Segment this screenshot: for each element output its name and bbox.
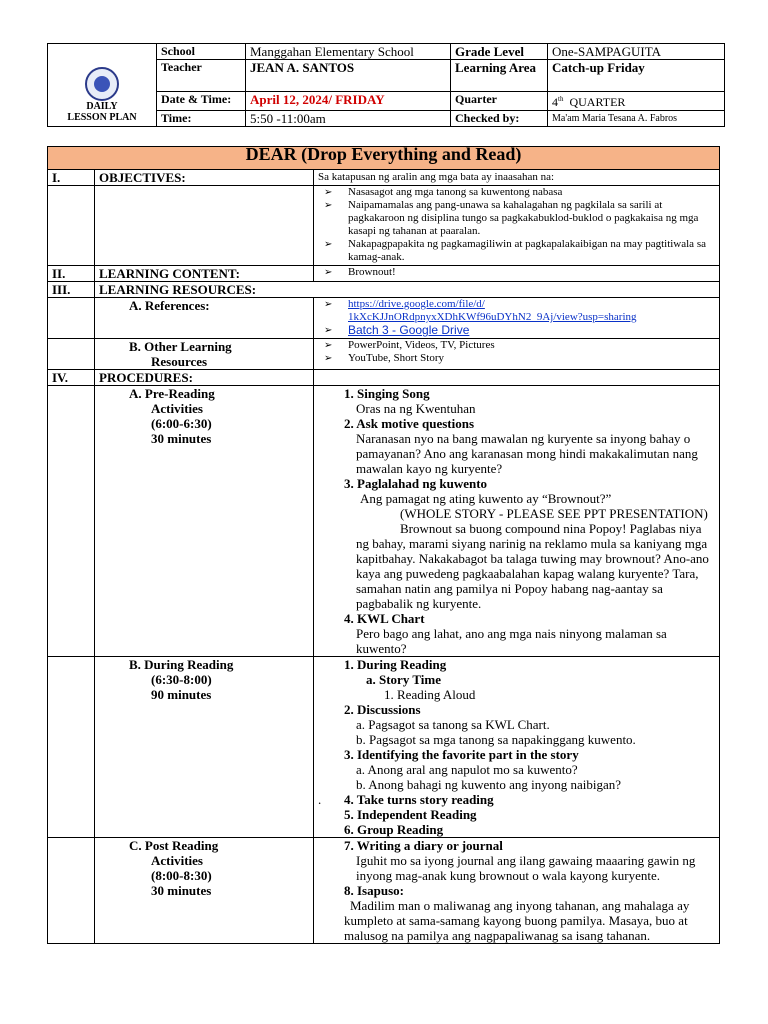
quarter-word: QUARTER	[569, 95, 626, 109]
post-reading-label-3: (8:00-8:30)	[151, 868, 212, 883]
reference-link-item	[318, 298, 715, 324]
post-reading-content	[314, 838, 720, 944]
post-reading-label-1: C. Post Reading	[129, 838, 219, 853]
pre-reading-content	[314, 386, 720, 657]
pre-reading-label-4: 30 minutes	[151, 431, 212, 446]
other-resource-item: ➢ YouTube, Short Story	[318, 352, 715, 365]
logo-text-lesson-plan: LESSON PLAN	[67, 112, 137, 123]
objectives-num: I.	[48, 170, 95, 186]
other-resources-label	[95, 339, 314, 370]
procedures-num: IV.	[48, 370, 95, 386]
objectives-intro: Sa katapusan ng aralin ang mga bata ay inaasahan na:	[314, 170, 720, 186]
other-resources-label-1: B. Other Learning	[129, 339, 232, 354]
logo-text-daily: DAILY	[86, 101, 118, 112]
pre-step-2-text: Naranasan nyo na bang mawalan ng kuryente sa inyong bahay o pamayanan? Ano ang karanasan mong hindi makakalimutan nang mawalan kayo ng kuryente?	[356, 431, 698, 476]
during-reading-label	[95, 657, 314, 838]
quarter-num: 4	[552, 95, 558, 109]
pre-step-3-title: 3. Paglalahad ng kuwento	[344, 476, 488, 491]
quarter-value	[548, 92, 725, 111]
during-step-2-title: 2. Discussions	[344, 702, 421, 717]
school-value: Manggahan Elementary School	[246, 44, 451, 60]
post-step-7-title: 7. Writing a diary or journal	[344, 838, 503, 853]
during-reading-label-2: (6:30-8:00)	[151, 672, 212, 687]
during-step-3-a: a. Anong aral ang napulot mo sa kuwento?	[356, 762, 578, 777]
during-reading-content	[314, 657, 720, 838]
objectives-label: OBJECTIVES:	[95, 170, 314, 186]
school-label: School	[157, 44, 246, 60]
area-value: Catch-up Friday	[548, 60, 725, 92]
during-step-4: 4. Take turns story reading	[344, 792, 494, 807]
references-cell	[314, 298, 720, 339]
reference-link-1[interactable]: https://drive.google.com/file/d/	[348, 298, 485, 310]
post-reading-label-4: 30 minutes	[151, 883, 212, 898]
pre-reading-label-2: Activities	[151, 401, 203, 416]
during-reading-label-1: B. During Reading	[129, 657, 234, 672]
pre-step-4-title: 4. KWL Chart	[344, 611, 425, 626]
references-label: A. References:	[95, 298, 314, 339]
objectives-list-cell	[314, 186, 720, 266]
content-label: LEARNING CONTENT:	[95, 266, 314, 282]
objective-item: ➢ Nasasagot ang mga tanong sa kuwentong nabasa	[318, 186, 715, 199]
post-reading-label	[95, 838, 314, 944]
grade-value: One-SAMPAGUITA	[548, 44, 725, 60]
checked-label: Checked by:	[451, 111, 548, 127]
during-reading-label-3: 90 minutes	[151, 687, 212, 702]
grade-label: Grade Level	[451, 44, 548, 60]
content-num: II.	[48, 266, 95, 282]
pre-step-2-title: 2. Ask motive questions	[344, 416, 475, 431]
pre-step-3-line-1: Ang pamagat ng ating kuwento ay “Brownout?”	[360, 491, 612, 506]
during-step-2-a: a. Pagsagot sa tanong sa KWL Chart.	[356, 717, 550, 732]
google-drive-link[interactable]: Batch 3 - Google Drive	[348, 323, 470, 337]
date-value: April 12, 2024/ FRIDAY	[246, 92, 451, 111]
date-label: Date & Time:	[157, 92, 246, 111]
during-step-5: 5. Independent Reading	[344, 807, 477, 822]
during-step-1-sub: a. Story Time	[366, 672, 441, 687]
logo-caption	[48, 101, 156, 126]
during-step-4-row	[318, 792, 715, 807]
during-step-1-title: 1. During Reading	[344, 657, 447, 672]
during-step-1-subsub: 1. Reading Aloud	[384, 687, 476, 702]
quarter-label: Quarter	[451, 92, 548, 111]
reference-link-2[interactable]: 1kXcKJJnORdpnyxXDhKWf96uDYhN2_9Aj/view?usp=sharing	[348, 311, 637, 323]
pre-step-1-title: 1. Singing Song	[344, 386, 430, 401]
area-label: Learning Area	[451, 60, 548, 92]
checked-value: Ma'am Maria Tesana A. Fabros	[548, 111, 725, 127]
during-step-2-b: b. Pagsagot sa mga tanong sa napakinggang kuwento.	[356, 732, 636, 747]
during-step-6: 6. Group Reading	[344, 822, 444, 837]
lesson-table	[47, 146, 720, 944]
logo-cell	[48, 44, 157, 127]
resources-label: LEARNING RESOURCES:	[95, 282, 720, 298]
pre-reading-label-1: A. Pre-Reading	[129, 386, 215, 401]
teacher-value: JEAN A. SANTOS	[246, 60, 451, 92]
lesson-title: DEAR (Drop Everything and Read)	[48, 147, 720, 170]
pre-step-1-text: Oras na ng Kwentuhan	[356, 401, 476, 416]
stray-dot: .	[318, 792, 322, 807]
deped-seal-icon	[85, 67, 119, 101]
post-reading-label-2: Activities	[151, 853, 203, 868]
resources-num: III.	[48, 282, 95, 298]
post-step-7-text: Iguhit mo sa iyong journal ang ilang gawaing maaaring gawin ng inyong mag-anak kung brownout o wala kayong kuryente.	[356, 853, 696, 883]
procedures-label: PROCEDURES:	[95, 370, 314, 386]
objective-item: ➢ Nakapagpapakita ng pagkamagiliwin at pagkapalakaibigan na may pagtitiwala sa kamag-anak.	[318, 238, 715, 264]
pre-step-3-line-2: (WHOLE STORY - PLEASE SEE PPT PRESENTATION)	[400, 506, 708, 521]
header-table	[47, 43, 725, 127]
pre-step-3-story: Brownout sa buong compound nina Popoy! Paglabas niya ng bahay, marami siyang narinig na reklamo mula sa kaniyang mga kapitbahay. Nakakabagot ba talaga tuwing may brownout? Ano-ano kaya ang puwedeng pagkaabalahan kapag walang kuryente? Tara, samahan natin ang pamilya ni Popoy habang nag-aantay sa pagbabalik ng kuryente.	[356, 521, 709, 611]
time-label: Time:	[157, 111, 246, 127]
objectives-list	[318, 186, 715, 264]
quarter-sup: th	[558, 95, 564, 103]
other-resources-label-2: Resources	[151, 354, 208, 369]
other-resource-item: ➢ PowerPoint, Videos, TV, Pictures	[318, 339, 715, 352]
content-value: ➢ Brownout!	[318, 266, 715, 279]
reference-gdrive-item	[318, 324, 715, 338]
teacher-label: Teacher	[157, 60, 246, 92]
time-value: 5:50 -11:00am	[246, 111, 451, 127]
other-resources-cell	[314, 339, 720, 370]
post-step-8-text: Madilim man o maliwanag ang inyong tahanan, ang mahalaga ay kumpleto at sama-samang kayong buong pamilya. Masaya, buo at malusog na pamilya ang nagpapaliwanag sa isang tahanan.	[344, 898, 690, 943]
pre-reading-label-3: (6:00-6:30)	[151, 416, 212, 431]
post-step-8-title: 8. Isapuso:	[344, 883, 404, 898]
objective-item: ➢ Naipamamalas ang pang-unawa sa kahalagahan ng pagkilala sa sarili at pagkakaroon ng disiplina tungo sa pagkakabuklod-buklod o pagkakaisa ng mga kasapi ng tahanan at paaralan.	[318, 199, 715, 238]
pre-reading-label	[95, 386, 314, 657]
pre-step-4-text: Pero bago ang lahat, ano ang mga nais ninyong malaman sa kuwento?	[356, 626, 667, 656]
during-step-3-title: 3. Identifying the favorite part in the story	[344, 747, 579, 762]
during-step-3-b: b. Anong bahagi ng kuwento ang inyong naibigan?	[356, 777, 622, 792]
